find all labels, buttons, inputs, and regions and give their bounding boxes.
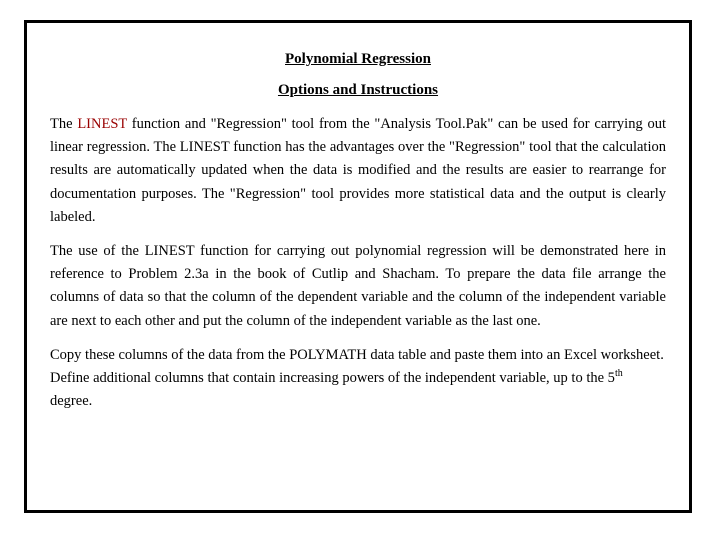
paragraph-text: function and "Regression" tool from the "Analysis Tool.Pak" can be used for carrying out linear regression. The LINEST function has the advantages over the "Regression" tool that the calculation results are automatically updated when the data is modified and the results are easier to rearrange for documentation purposes. The "Regression" tool provides more statistical data and the output is clearly labeled. bbox=[50, 116, 666, 225]
slide-body bbox=[50, 113, 666, 424]
linest-highlight: LINEST bbox=[77, 116, 128, 132]
slide-title: Polynomial Regression bbox=[285, 51, 431, 67]
slide-subtitle: Options and Instructions bbox=[277, 82, 439, 98]
paragraph-data-preparation: The use of the LINEST function for carrying out polynomial regression will be demonstrated here in reference to Problem 2.3a in the book of Cutlip and Shacham. To prepare the data file arrange the columns of data so that the column of the dependent variable and the column of the independent variable are next to each other and put the column of the independent variable as the last one. bbox=[50, 243, 666, 329]
paragraph-copy-columns bbox=[50, 344, 666, 414]
slide-frame bbox=[24, 20, 692, 513]
paragraph-linest-intro bbox=[50, 113, 666, 229]
paragraph-text: degree. bbox=[50, 393, 93, 410]
paragraph-text: The bbox=[50, 116, 78, 132]
ordinal-superscript: th bbox=[614, 368, 623, 380]
paragraph-text: Copy these columns of the data from the POLYMATH data table and paste them into an Excel worksheet. Define additional columns that contain increasing powers of the independent variable, up to the 5 bbox=[50, 346, 664, 387]
